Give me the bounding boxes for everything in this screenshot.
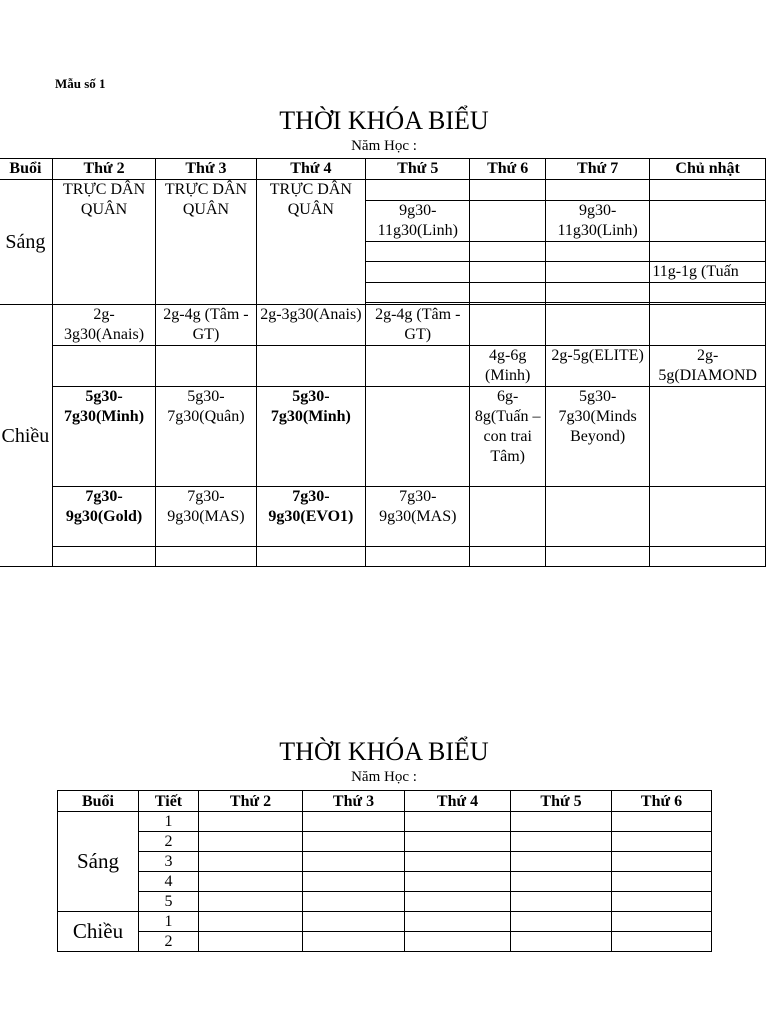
header-row: [58, 791, 712, 812]
table-row: [58, 912, 712, 932]
header-monday: Thứ 2: [52, 159, 155, 180]
cell-empty: [612, 932, 712, 952]
table-row: [58, 872, 712, 892]
table-row: [58, 812, 712, 832]
cell-empty: [545, 242, 649, 262]
cell-empty: [545, 547, 649, 567]
cell-empty: [650, 487, 766, 547]
cell-empty: [405, 932, 511, 952]
cell-empty: [405, 812, 511, 832]
schedule1-subtitle: Năm Học :: [351, 138, 417, 154]
cell-empty: [511, 832, 612, 852]
cell-tue-a4: 7g30-9g30(MAS): [156, 487, 256, 547]
cell-empty: [366, 283, 470, 303]
header-period: Tiết: [139, 791, 199, 812]
header-sunday: Chủ nhật: [650, 159, 766, 180]
cell-empty: [366, 180, 470, 201]
table-row: [58, 832, 712, 852]
cell-sat-a2: 2g-5g(ELITE): [545, 346, 649, 387]
cell-empty: [303, 872, 405, 892]
period-number: 5: [139, 892, 199, 912]
cell-empty: [470, 262, 545, 283]
cell-empty: [303, 832, 405, 852]
period-number: 2: [139, 832, 199, 852]
cell-wed-a1: 2g-3g30(Anais): [256, 305, 365, 346]
session-afternoon: Chiều: [58, 912, 139, 952]
period-number: 1: [139, 812, 199, 832]
period-number: 3: [139, 852, 199, 872]
cell-mon-a4: 7g30-9g30(Gold): [52, 487, 155, 547]
cell-empty: [366, 547, 470, 567]
cell-empty: [470, 242, 545, 262]
cell-empty: [366, 242, 470, 262]
cell-empty: [511, 892, 612, 912]
cell-empty: [470, 180, 545, 201]
table-row: [0, 180, 766, 201]
cell-empty: [470, 201, 545, 242]
schedule2-title: THỜI KHÓA BIỂU: [279, 737, 489, 766]
schedule1-title: THỜI KHÓA BIỂU: [279, 106, 489, 135]
cell-empty: [650, 201, 766, 242]
header-friday: Thứ 6: [470, 159, 545, 180]
cell-empty: [52, 346, 155, 387]
cell-empty: [405, 912, 511, 932]
cell-thu-a4: 7g30-9g30(MAS): [366, 487, 470, 547]
header-thursday: Thứ 5: [366, 159, 470, 180]
cell-empty: [650, 305, 766, 346]
cell-empty: [650, 283, 766, 303]
cell-mon-a3: 5g30-7g30(Minh): [52, 387, 155, 487]
cell-empty: [156, 547, 256, 567]
cell-empty: [405, 892, 511, 912]
cell-empty: [256, 547, 365, 567]
period-number: 4: [139, 872, 199, 892]
cell-empty: [511, 812, 612, 832]
table-row: [0, 387, 766, 487]
cell-mon-a1: 2g-3g30(Anais): [52, 305, 155, 346]
header-session: Buổi: [0, 159, 52, 180]
cell-empty: [470, 283, 545, 303]
cell-wed-a4: 7g30-9g30(EVO1): [256, 487, 365, 547]
cell-wed-a3: 5g30-7g30(Minh): [256, 387, 365, 487]
cell-empty: [511, 872, 612, 892]
session-morning: Sáng: [58, 812, 139, 912]
header-monday: Thứ 2: [199, 791, 303, 812]
cell-empty: [156, 346, 256, 387]
cell-tue-a1: 2g-4g (Tâm - GT): [156, 305, 256, 346]
cell-empty: [199, 812, 303, 832]
cell-empty: [650, 547, 766, 567]
cell-empty: [545, 305, 649, 346]
cell-empty: [470, 305, 545, 346]
cell-empty: [650, 242, 766, 262]
cell-empty: [52, 547, 155, 567]
table-row: [58, 852, 712, 872]
cell-empty: [612, 912, 712, 932]
cell-empty: [366, 262, 470, 283]
form-number-label: Mẫu số 1: [55, 76, 106, 91]
table-row: [0, 305, 766, 346]
table-row: [58, 932, 712, 952]
cell-empty: [470, 547, 545, 567]
cell-mon-morning: TRỰC DÂN QUÂN: [52, 180, 155, 305]
header-thursday: Thứ 5: [511, 791, 612, 812]
header-tuesday: Thứ 3: [303, 791, 405, 812]
cell-empty: [650, 180, 766, 201]
table-row: [58, 892, 712, 912]
cell-fri-a2: 4g-6g (Minh): [470, 346, 545, 387]
cell-fri-a3: 6g-8g(Tuấn – con trai Tâm): [470, 387, 545, 487]
cell-empty: [650, 387, 766, 487]
cell-tue-a3: 5g30-7g30(Quân): [156, 387, 256, 487]
cell-empty: [612, 892, 712, 912]
cell-empty: [405, 872, 511, 892]
cell-empty: [612, 812, 712, 832]
cell-empty: [545, 487, 649, 547]
table-row: [0, 346, 766, 387]
cell-thu-a1: 2g-4g (Tâm - GT): [366, 305, 470, 346]
cell-empty: [545, 283, 649, 303]
cell-empty: [366, 346, 470, 387]
header-wednesday: Thứ 4: [256, 159, 365, 180]
header-session: Buổi: [58, 791, 139, 812]
period-number: 1: [139, 912, 199, 932]
header-row: [0, 159, 766, 180]
cell-empty: [405, 832, 511, 852]
cell-empty: [612, 832, 712, 852]
cell-empty: [256, 346, 365, 387]
cell-sat-a3: 5g30-7g30(Minds Beyond): [545, 387, 649, 487]
session-afternoon: Chiều: [0, 305, 52, 567]
table-row: [0, 487, 766, 547]
session-morning: Sáng: [0, 180, 52, 305]
cell-empty: [511, 912, 612, 932]
cell-empty: [199, 832, 303, 852]
cell-wed-morning: TRỰC DÂN QUÂN: [256, 180, 365, 305]
cell-empty: [199, 852, 303, 872]
cell-empty: [470, 487, 545, 547]
cell-empty: [545, 180, 649, 201]
cell-empty: [303, 932, 405, 952]
cell-empty: [612, 872, 712, 892]
schedule1-table: [0, 158, 766, 567]
cell-empty: [303, 912, 405, 932]
cell-empty: [366, 387, 470, 487]
header-wednesday: Thứ 4: [405, 791, 511, 812]
cell-empty: [545, 262, 649, 283]
cell-empty: [511, 852, 612, 872]
header-friday: Thứ 6: [612, 791, 712, 812]
cell-sun-morning: 11g-1g (Tuấn: [650, 262, 766, 283]
header-saturday: Thứ 7: [545, 159, 649, 180]
cell-empty: [199, 932, 303, 952]
cell-empty: [511, 932, 612, 952]
cell-empty: [199, 872, 303, 892]
cell-empty: [303, 892, 405, 912]
cell-empty: [303, 852, 405, 872]
schedule2-subtitle: Năm Học :: [351, 769, 417, 785]
cell-sun-a2: 2g-5g(DIAMOND: [650, 346, 766, 387]
cell-empty: [199, 892, 303, 912]
header-tuesday: Thứ 3: [156, 159, 256, 180]
cell-empty: [303, 812, 405, 832]
cell-empty: [199, 912, 303, 932]
schedule2-table: [57, 790, 712, 952]
period-number: 2: [139, 932, 199, 952]
cell-empty: [405, 852, 511, 872]
cell-sat-morning: 9g30-11g30(Linh): [545, 201, 649, 242]
table-row: [0, 547, 766, 567]
cell-thu-morning: 9g30-11g30(Linh): [366, 201, 470, 242]
cell-tue-morning: TRỰC DÂN QUÂN: [156, 180, 256, 305]
cell-empty: [612, 852, 712, 872]
